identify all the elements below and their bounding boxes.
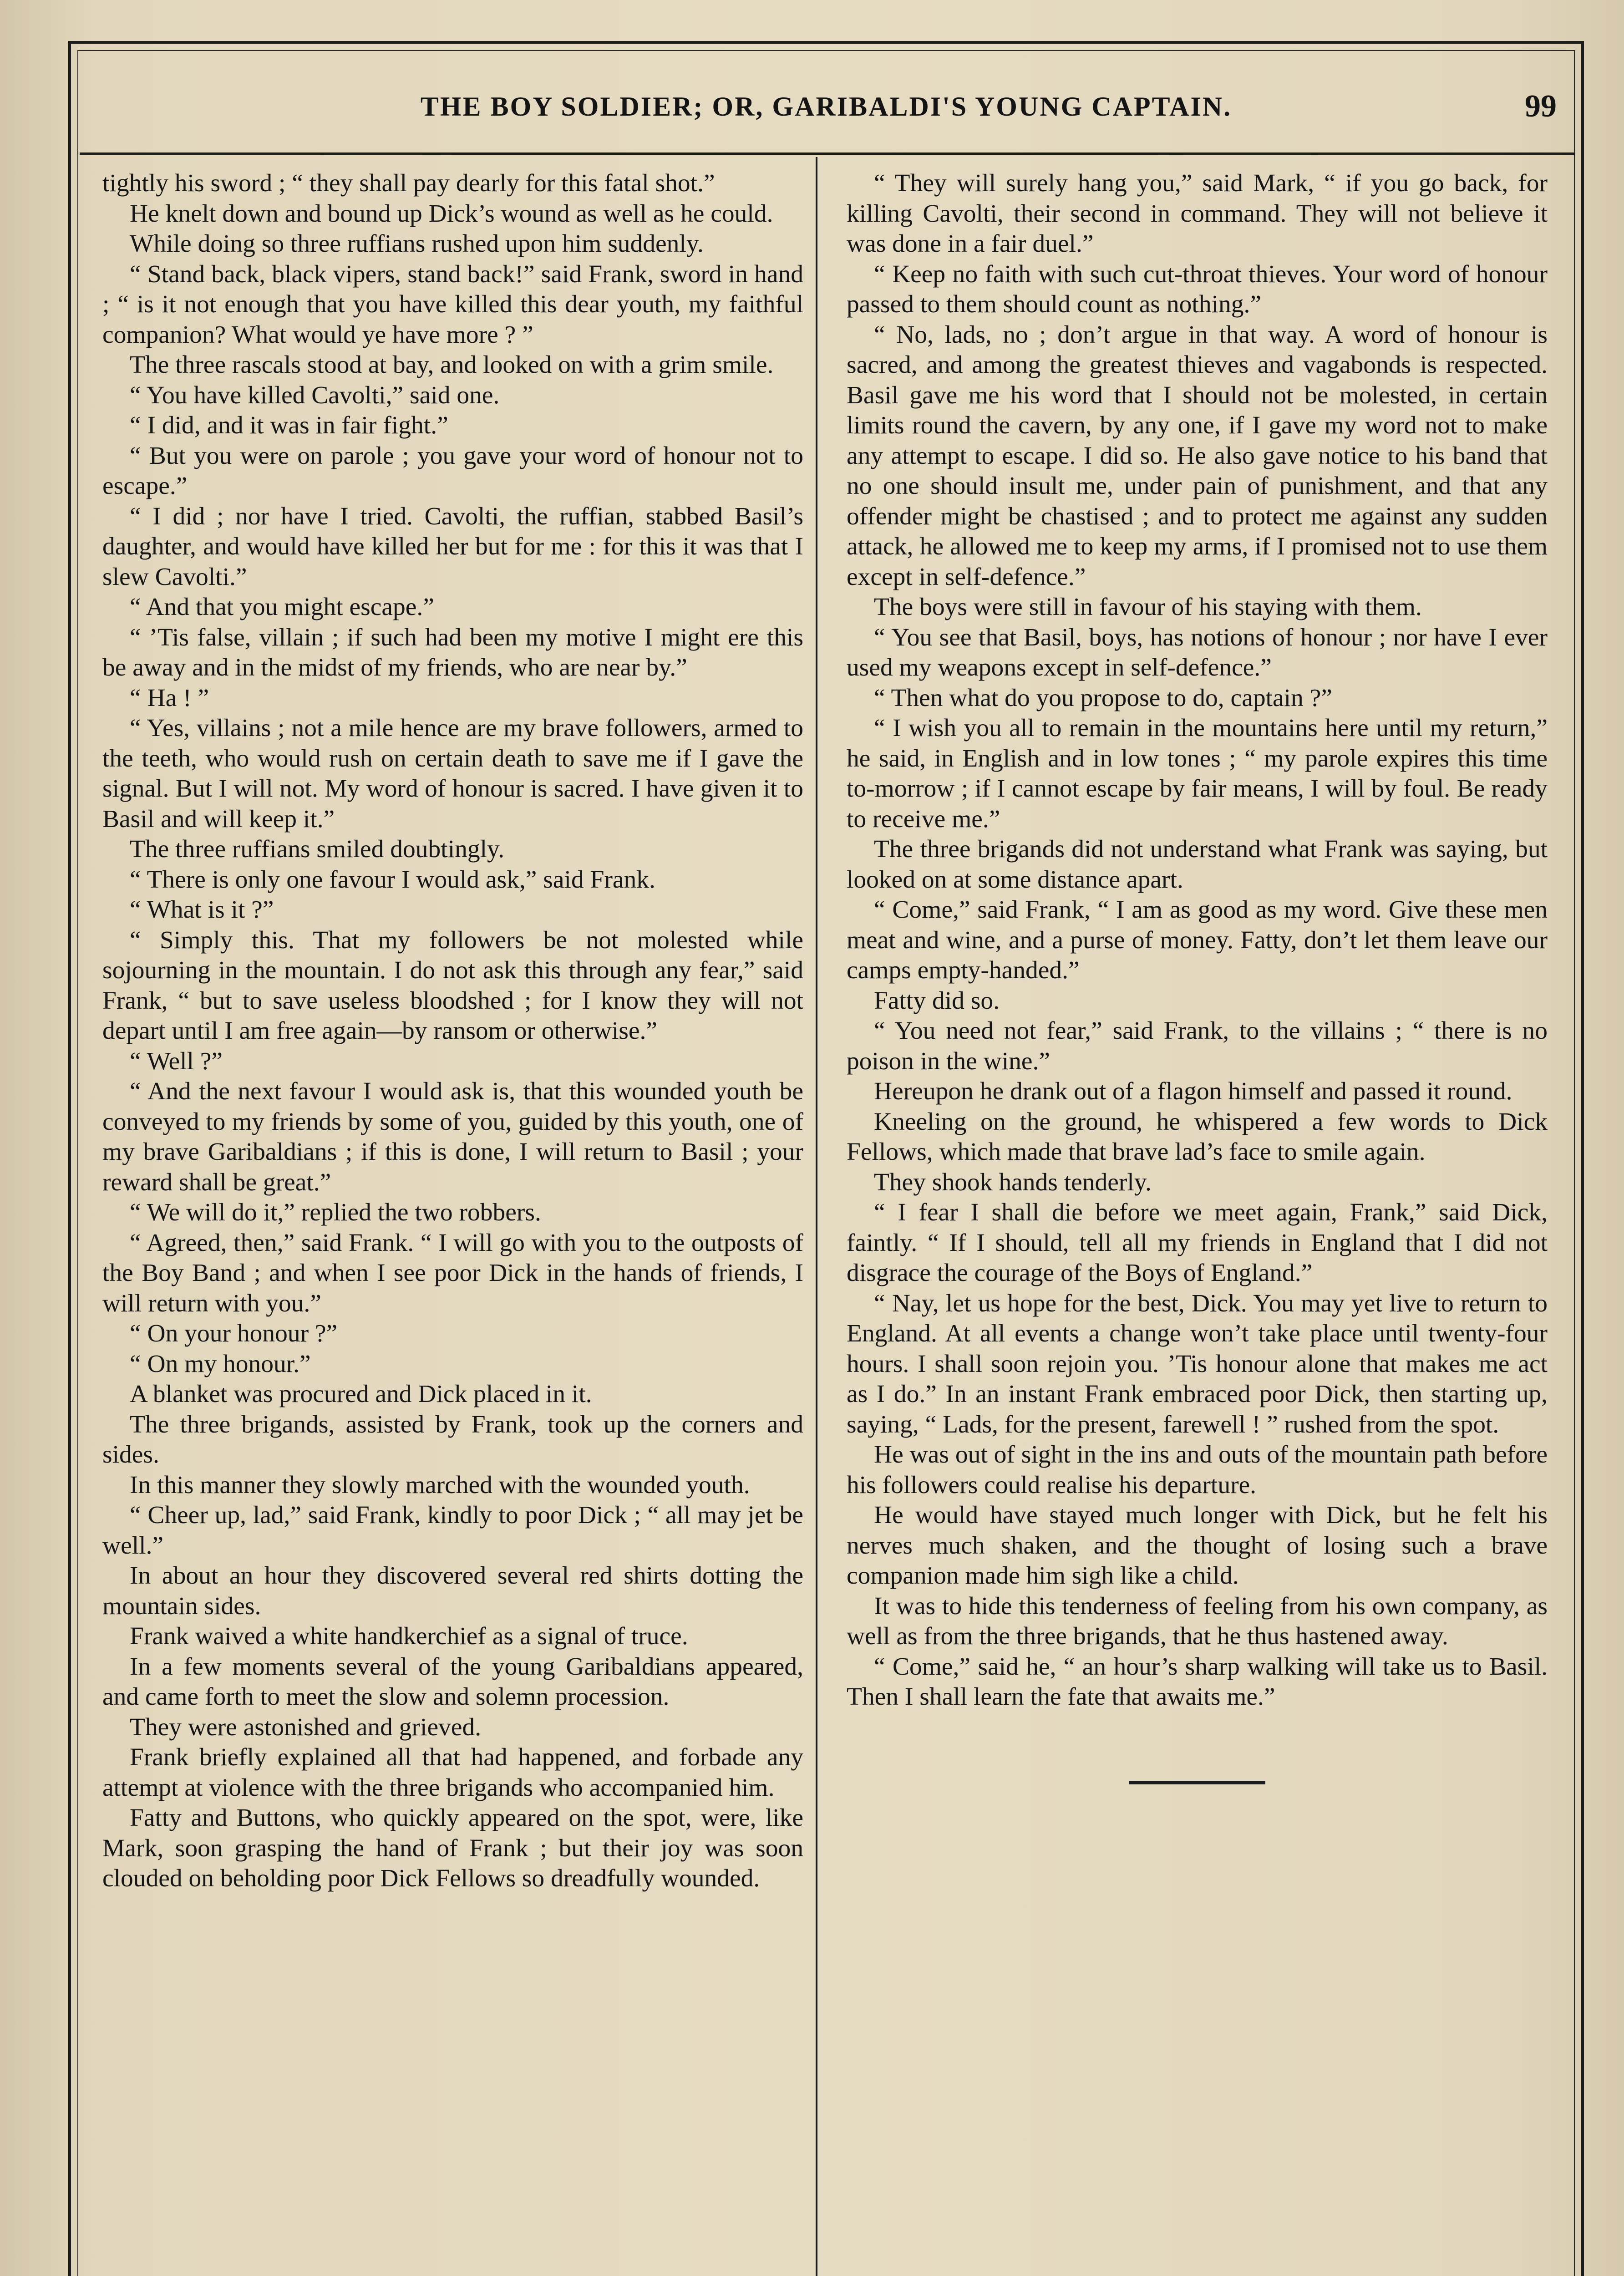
- paragraph: While doing so three ruffians rushed upon him suddenly.: [130, 230, 704, 258]
- paragraph: In this manner they slowly marched with the wounded youth.: [130, 1471, 750, 1499]
- paragraph: He knelt down and bound up Dick’s wound as well as he could.: [130, 199, 773, 228]
- paragraph: “ Ha ! ”: [130, 684, 209, 712]
- paragraph: “ And that you might escape.”: [130, 593, 434, 621]
- column-divider: [816, 157, 817, 2276]
- left-column: [102, 168, 803, 1894]
- paragraph: They were astonished and grieved.: [130, 1713, 482, 1741]
- paragraph: “ Nay, let us hope for the best, Dick. You may yet live to return to England. At all events a change won’t take place until twenty-four hours. I shall soon rejoin you. ’Tis honour alone that makes me act as I do.” In an instant Frank embraced poor Dick, then starting up, saying, “ Lads, for the present, farewell ! ” rushed from the spot.: [847, 1289, 1548, 1438]
- paragraph: “ ’Tis false, villain ; if such had been my motive I might ere this be away and in the midst of my friends, who are near by.”: [102, 623, 803, 681]
- paragraph: Hereupon he drank out of a flagon himself and passed it round.: [874, 1077, 1512, 1105]
- paragraph: It was to hide this tenderness of feeling from his own company, as well as from the three brigands, that he thus hastened away.: [847, 1592, 1548, 1650]
- paragraph: tightly his sword ; “ they shall pay dearly for this fatal shot.”: [102, 169, 715, 197]
- page-number: 99: [1525, 89, 1557, 124]
- paragraph: “ On my honour.”: [130, 1350, 311, 1378]
- paragraph: “ I fear I shall die before we meet again, Frank,” said Dick, faintly. “ If I should, tell all my friends in England that I did not disgrace the courage of the Boys of England.”: [847, 1199, 1548, 1287]
- paragraph: “ Then what do you propose to do, captain ?”: [874, 684, 1332, 712]
- paragraph: “ No, lads, no ; don’t argue in that way. A word of honour is sacred, and among the greatest thieves and vagabonds is respected. Basil gave me his word that I should not be molested, in certain limits round the cavern, by any one, if I gave my word not to make any attempt to escape. I did so. He also gave notice to his band that no one should insult me, under pain of punishment, and that any offender might be chastised ; and to protect me against any sudden attack, he allowed me to keep my arms, if I promised not to use them except in self-defence.”: [847, 320, 1548, 591]
- paragraph: The three brigands did not understand what Frank was saying, but looked on at some distance apart.: [847, 835, 1548, 894]
- paragraph: “ You have killed Cavolti,” said one.: [130, 381, 500, 409]
- paragraph: Kneeling on the ground, he whispered a few words to Dick Fellows, which made that brave lad’s face to smile again.: [847, 1108, 1548, 1166]
- paragraph: “ Well ?”: [130, 1047, 223, 1075]
- paragraph: A blanket was procured and Dick placed in it.: [130, 1380, 592, 1408]
- paragraph: “ On your honour ?”: [130, 1320, 338, 1347]
- paragraph: “ There is only one favour I would ask,” said Frank.: [130, 865, 655, 894]
- paragraph: “ You see that Basil, boys, has notions of honour ; nor have I ever used my weapons except in self-defence.”: [847, 623, 1548, 681]
- running-header: [77, 91, 1575, 141]
- paragraph: “ They will surely hang you,” said Mark, “ if you go back, for killing Cavolti, their second in command. They will not believe it was done in a fair duel.”: [847, 169, 1548, 258]
- paragraph: “ You need not fear,” said Frank, to the villains ; “ there is no poison in the wine.”: [847, 1017, 1548, 1075]
- paragraph: Fatty did so.: [874, 986, 1000, 1015]
- paragraph: “ Come,” said he, “ an hour’s sharp walking will take us to Basil. Then I shall learn the fate that awaits me.”: [847, 1652, 1548, 1711]
- paragraph: Frank briefly explained all that had happened, and forbade any attempt at violence with the three brigands who accompanied him.: [102, 1743, 803, 1802]
- header-title: THE BOY SOLDIER; OR, GARIBALDI'S YOUNG CAPTAIN.: [420, 91, 1232, 122]
- paragraph: Frank waived a white handkerchief as a signal of truce.: [130, 1622, 688, 1650]
- paragraph: Fatty and Buttons, who quickly appeared on the spot, were, like Mark, soon grasping the hand of Frank ; but their joy was soon clouded on beholding poor Dick Fellows so dreadfully wounded.: [102, 1804, 803, 1892]
- header-rule: [80, 152, 1575, 155]
- paragraph: In about an hour they discovered several red shirts dotting the mountain sides.: [102, 1562, 803, 1620]
- paragraph: “ Yes, villains ; not a mile hence are my brave followers, armed to the teeth, who would rush on certain death to save me if I gave the signal. But I will not. My word of honour is sacred. I have given it to Basil and will keep it.”: [102, 714, 803, 833]
- paragraph: The three rascals stood at bay, and looked on with a grim smile.: [130, 351, 774, 379]
- paragraph: “ Stand back, black vipers, stand back!” said Frank, sword in hand ; “ is it not enough that you have killed this dear youth, my faithful companion? What would ye have more ? ”: [102, 260, 803, 349]
- paragraph: “ I wish you all to remain in the mountains here until my return,” he said, in English and in low tones ; “ my parole expires this time to-morrow ; if I cannot escape by fair means, I will by foul. Be ready to receive me.”: [847, 714, 1548, 833]
- paragraph: The boys were still in favour of his staying with them.: [874, 593, 1422, 621]
- paragraph: “ I did ; nor have I tried. Cavolti, the ruffian, stabbed Basil’s daughter, and would have killed her but for me : for this it was that I slew Cavolti.”: [102, 502, 803, 591]
- paragraph: In a few moments several of the young Garibaldians appeared, and came forth to meet the slow and solemn procession.: [102, 1652, 803, 1711]
- paragraph: “ Agreed, then,” said Frank. “ I will go with you to the outposts of the Boy Band ; and when I see poor Dick in the hands of friends, I will return with you.”: [102, 1229, 803, 1317]
- paragraph: He was out of sight in the ins and outs of the mountain path before his followers could realise his departure.: [847, 1441, 1548, 1499]
- paragraph: They shook hands tenderly.: [874, 1168, 1152, 1196]
- paragraph: The three ruffians smiled doubtingly.: [130, 835, 505, 863]
- paragraph: “ Cheer up, lad,” said Frank, kindly to poor Dick ; “ all may jet be well.”: [102, 1501, 803, 1560]
- paragraph: “ I did, and it was in fair fight.”: [130, 412, 448, 439]
- end-of-chapter-rule: [1129, 1781, 1265, 1784]
- paragraph: “ Simply this. That my followers be not molested while sojourning in the mountain. I do not ask this through any fear,” said Frank, “ but to save useless bloodshed ; for I know they will not depart until I am free again—by ransom or otherwise.”: [102, 926, 803, 1045]
- paragraph: “ Come,” said Frank, “ I am as good as my word. Give these men meat and wine, and a purse of money. Fatty, don’t let them leave our camps empty-handed.”: [847, 896, 1548, 984]
- paragraph: “ But you were on parole ; you gave your word of honour not to escape.”: [102, 442, 803, 500]
- right-column: [847, 168, 1548, 1784]
- paragraph: He would have stayed much longer with Dick, but he felt his nerves much shaken, and the thought of losing such a brave companion made him sigh like a child.: [847, 1501, 1548, 1590]
- paragraph: The three brigands, assisted by Frank, took up the corners and sides.: [102, 1410, 803, 1468]
- paragraph: “ Keep no faith with such cut-throat thieves. Your word of honour passed to them should count as nothing.”: [847, 260, 1548, 318]
- paragraph: “ We will do it,” replied the two robbers.: [130, 1199, 541, 1226]
- paragraph: “ What is it ?”: [130, 896, 274, 924]
- paragraph: “ And the next favour I would ask is, that this wounded youth be conveyed to my friends by some of you, guided by this youth, one of my brave Garibaldians ; if this is done, I will return to Basil ; your reward shall be great.”: [102, 1077, 803, 1196]
